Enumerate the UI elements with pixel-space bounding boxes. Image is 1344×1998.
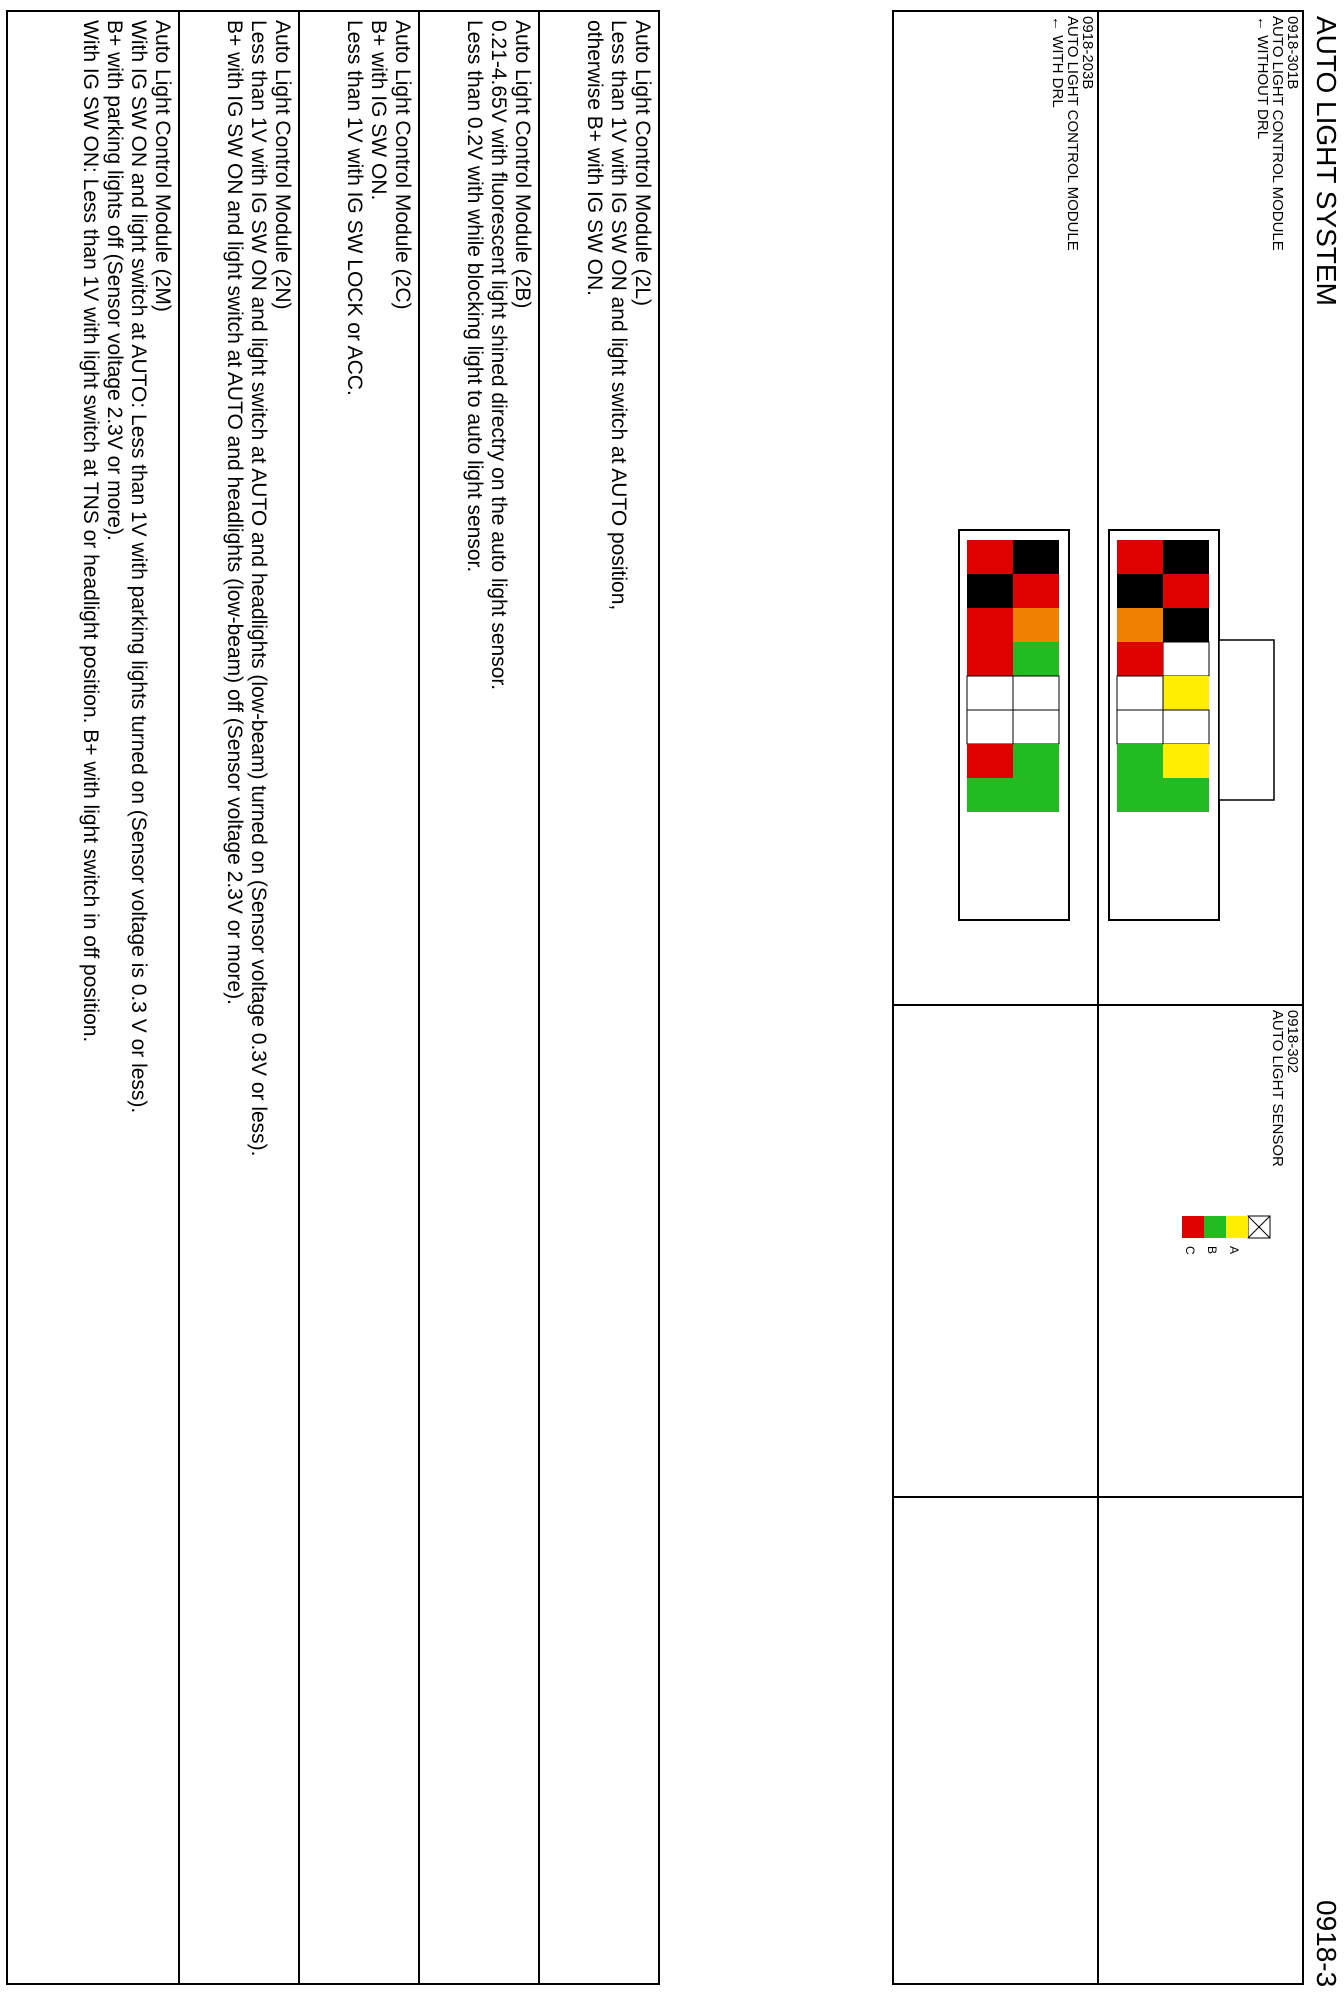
empty-cell: [893, 1497, 1098, 1984]
spec-row: [8, 12, 178, 1983]
sensor-pin-c: [1182, 1216, 1204, 1238]
spec-line: Auto Light Control Module (2M): [151, 20, 174, 312]
pin-cavity: [1163, 540, 1209, 574]
pin-cavity: [967, 778, 1013, 812]
empty-cell: [893, 1005, 1098, 1497]
pin-cavity: [1163, 778, 1209, 812]
pin-cavity: [1117, 676, 1163, 710]
spec-line: B+ with IG SW ON and light switch at AUTO and headlights (low-beam) off (Sensor voltage 2.3V or more).: [223, 20, 246, 1005]
pin-cavity: [1013, 574, 1059, 608]
spec-line: Less than 1V with IG SW LOCK or ACC.: [343, 20, 366, 396]
spec-line: Auto Light Control Module (2N): [271, 20, 294, 310]
pin-cavity: [1163, 642, 1209, 676]
sensor-pin-label: C: [1183, 1246, 1197, 1255]
spec-line: Less than 0.2V with while blocking light to auto light sensor.: [463, 20, 486, 573]
pin-cavity: [1117, 710, 1163, 744]
pin-cavity: [1117, 540, 1163, 574]
pin-cavity: [967, 676, 1013, 710]
pin-cavity: [1013, 710, 1059, 744]
connector-name: AUTO LIGHT SENSOR: [1269, 1009, 1286, 1167]
spec-row: [538, 12, 658, 1983]
connector-code: 0918-302: [1284, 1009, 1301, 1074]
spec-row: [298, 12, 418, 1983]
sensor-pin-label: B: [1205, 1246, 1219, 1255]
spec-line: Less than 1V with IG SW ON and light switch at AUTO position,: [607, 20, 630, 611]
spec-line: Auto Light Control Module (2C): [391, 20, 414, 310]
spec-line: otherwise B+ with IG SW ON.: [583, 20, 606, 296]
pin-cavity: [1013, 676, 1059, 710]
connector-code: 0918-203B: [1079, 16, 1096, 90]
spec-line: With IG SW ON: Less than 1V with light switch at TNS or headlight position. B+ with light switch in off position.: [79, 20, 102, 1043]
spec-line: Auto Light Control Module (2B): [511, 20, 534, 309]
connector-table-row-2: [892, 10, 1099, 1985]
connector-note: ← WITHOUT DRL: [1254, 16, 1271, 140]
pin-cavity: [1013, 744, 1059, 778]
connector-note: ← WITH DRL: [1049, 16, 1066, 108]
connector-table: [1097, 10, 1304, 1985]
pin-cavity: [967, 574, 1013, 608]
pin-cavity: [1117, 608, 1163, 642]
spec-line: Less than 1V with IG SW ON and light switch at AUTO and headlights (low-beam) turned on (Sensor voltage 0.3V or less).: [247, 20, 270, 1157]
spec-row: [178, 12, 298, 1983]
pin-cavity: [1117, 574, 1163, 608]
connector-name: AUTO LIGHT CONTROL MODULE: [1269, 16, 1286, 251]
sensor-pin-b: [1204, 1216, 1226, 1238]
pin-cavity: [967, 540, 1013, 574]
connector-code: 0918-301B: [1284, 16, 1301, 90]
connector-301b-diagram: [1099, 520, 1279, 940]
pin-cavity: [1163, 676, 1209, 710]
pin-cavity: [1163, 710, 1209, 744]
pin-cavity: [1117, 642, 1163, 676]
spec-line: With IG SW ON and light switch at AUTO: Less than 1V with parking lights turned on (Sensor voltage is 0.3 V or less).: [127, 20, 150, 1114]
connector-latch: [1219, 640, 1274, 800]
page-number: 0918-3: [1311, 1900, 1342, 1988]
pin-grid: [967, 540, 1059, 812]
page-title: AUTO LIGHT SYSTEM: [1311, 16, 1342, 306]
connector-name: AUTO LIGHT CONTROL MODULE: [1064, 16, 1081, 251]
spec-line: B+ with IG SW ON.: [367, 20, 390, 201]
pin-cavity: [1163, 608, 1209, 642]
connector-203b-diagram: [899, 520, 1079, 940]
pin-cavity: [1163, 574, 1209, 608]
spec-table: [6, 10, 660, 1985]
pin-grid: [1117, 540, 1209, 812]
pin-cavity: [1013, 608, 1059, 642]
sensor-pin-a: [1226, 1216, 1248, 1238]
sensor-pin-label: A: [1227, 1246, 1241, 1255]
spec-line: Auto Light Control Module (2L): [631, 20, 654, 306]
spec-line: B+ with parking lights off (Sensor voltage 2.3V or more).: [103, 20, 126, 541]
empty-cell: [1098, 1497, 1303, 1984]
pin-cavity: [967, 710, 1013, 744]
pin-cavity: [1013, 778, 1059, 812]
spec-row: [418, 12, 538, 1983]
pin-cavity: [1013, 540, 1059, 574]
sensor-connector-diagram: [1154, 1210, 1274, 1270]
pin-cavity: [967, 744, 1013, 778]
pin-cavity: [967, 642, 1013, 676]
pin-cavity: [1163, 744, 1209, 778]
pin-cavity: [1117, 778, 1163, 812]
pin-cavity: [1013, 642, 1059, 676]
pin-cavity: [1117, 744, 1163, 778]
spec-line: 0.21-4.65V with fluorescent light shined directry on the auto light sensor.: [487, 20, 510, 691]
pin-cavity: [967, 608, 1013, 642]
